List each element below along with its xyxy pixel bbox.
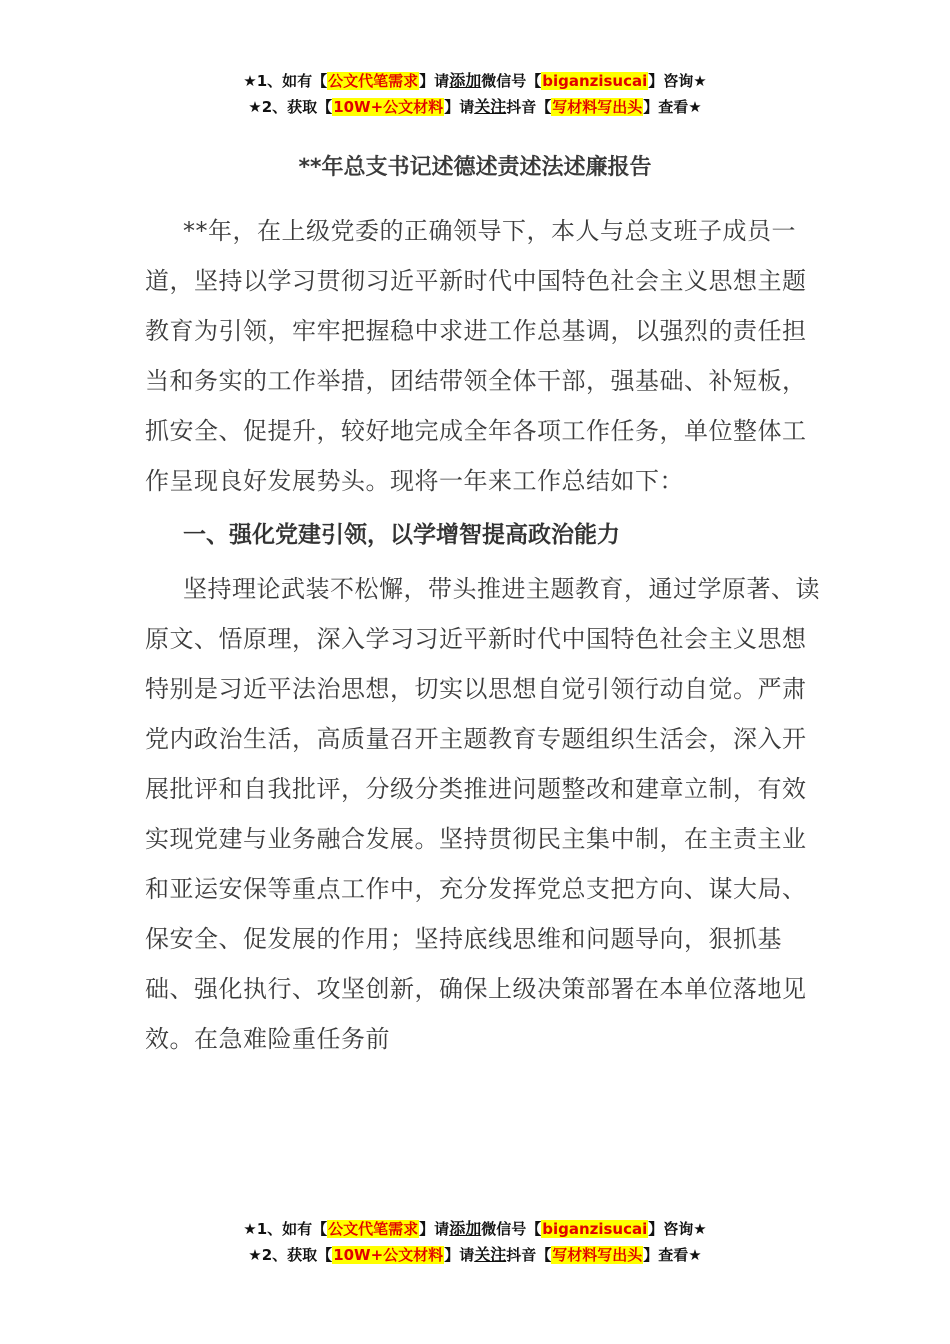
- promo-highlight: 10W+公文材料: [333, 98, 444, 116]
- promo-line-2: [0, 94, 950, 120]
- promo-text: ★1、如有【: [243, 72, 328, 90]
- promo-text: 】请: [444, 1246, 475, 1264]
- document-title: **年总支书记述德述责述法述廉报告: [298, 155, 652, 180]
- promo-text: 】查看★: [643, 98, 702, 116]
- intro-paragraph: **年，在上级党委的正确领导下，本人与总支班子成员一道，坚持以学习贯彻习近平新时代中国特色社会主义思想主题教育为引领，牢牢把握稳中求进工作总基调，以强烈的责任担当和务实的工作举措，团结带领全体干部，强基础、补短板，抓安全、促提升，较好地完成全年各项工作任务，单位整体工作呈现良好发展势头。现将一年来工作总结如下：: [145, 217, 807, 495]
- promo-emphasis: 添加: [449, 1219, 482, 1238]
- promo-text: ★2、获取【: [248, 98, 333, 116]
- promo-text: 抖音【: [506, 1246, 552, 1264]
- promo-text: 微信号【: [481, 1220, 542, 1238]
- promo-highlight: 公文代笔需求: [328, 1220, 419, 1238]
- promo-emphasis: 添加: [449, 71, 482, 90]
- top-promo-banner: [0, 68, 950, 120]
- promo-text: 】请: [419, 72, 450, 90]
- promo-emphasis: 关注: [474, 1245, 507, 1264]
- promo-text: 抖音【: [506, 98, 552, 116]
- promo-text: 】咨询★: [648, 1220, 707, 1238]
- promo-text: 微信号【: [481, 72, 542, 90]
- section-heading: 一、强化党建引领，以学增智提高政治能力: [183, 522, 620, 548]
- promo-wechat-id: biganzisucai: [542, 1220, 648, 1238]
- section-paragraph: 坚持理论武装不松懈，带头推进主题教育，通过学原著、读原文、悟原理，深入学习习近平新时代中国特色社会主义思想特别是习近平法治思想，切实以思想自觉引领行动自觉。严肃党内政治生活，高质量召开主题教育专题组织生活会，深入开展批评和自我批评，分级分类推进问题整改和建章立制，有效实现党建与业务融合发展。坚持贯彻民主集中制，在主责主业和亚运安保等重点工作中，充分发挥党总支把方向、谋大局、保安全、促发展的作用；坚持底线思维和问题导向，狠抓基础、强化执行、攻坚创新，确保上级决策部署在本单位落地见效。在急难险重任务前: [145, 575, 820, 1053]
- promo-highlight: 10W+公文材料: [333, 1246, 444, 1264]
- promo-line-1: [0, 1216, 950, 1242]
- promo-douyin-id: 写材料写出头: [552, 98, 643, 116]
- promo-wechat-id: biganzisucai: [542, 72, 648, 90]
- promo-text: 】请: [444, 98, 475, 116]
- promo-highlight: 公文代笔需求: [328, 72, 419, 90]
- promo-text: ★2、获取【: [248, 1246, 333, 1264]
- bottom-promo-banner: [0, 1216, 950, 1268]
- promo-line-2: [0, 1242, 950, 1268]
- document-body: [145, 206, 825, 1064]
- promo-douyin-id: 写材料写出头: [552, 1246, 643, 1264]
- promo-line-1: [0, 68, 950, 94]
- promo-text: 】咨询★: [648, 72, 707, 90]
- promo-emphasis: 关注: [474, 97, 507, 116]
- promo-text: ★1、如有【: [243, 1220, 328, 1238]
- promo-text: 】请: [419, 1220, 450, 1238]
- promo-text: 】查看★: [643, 1246, 702, 1264]
